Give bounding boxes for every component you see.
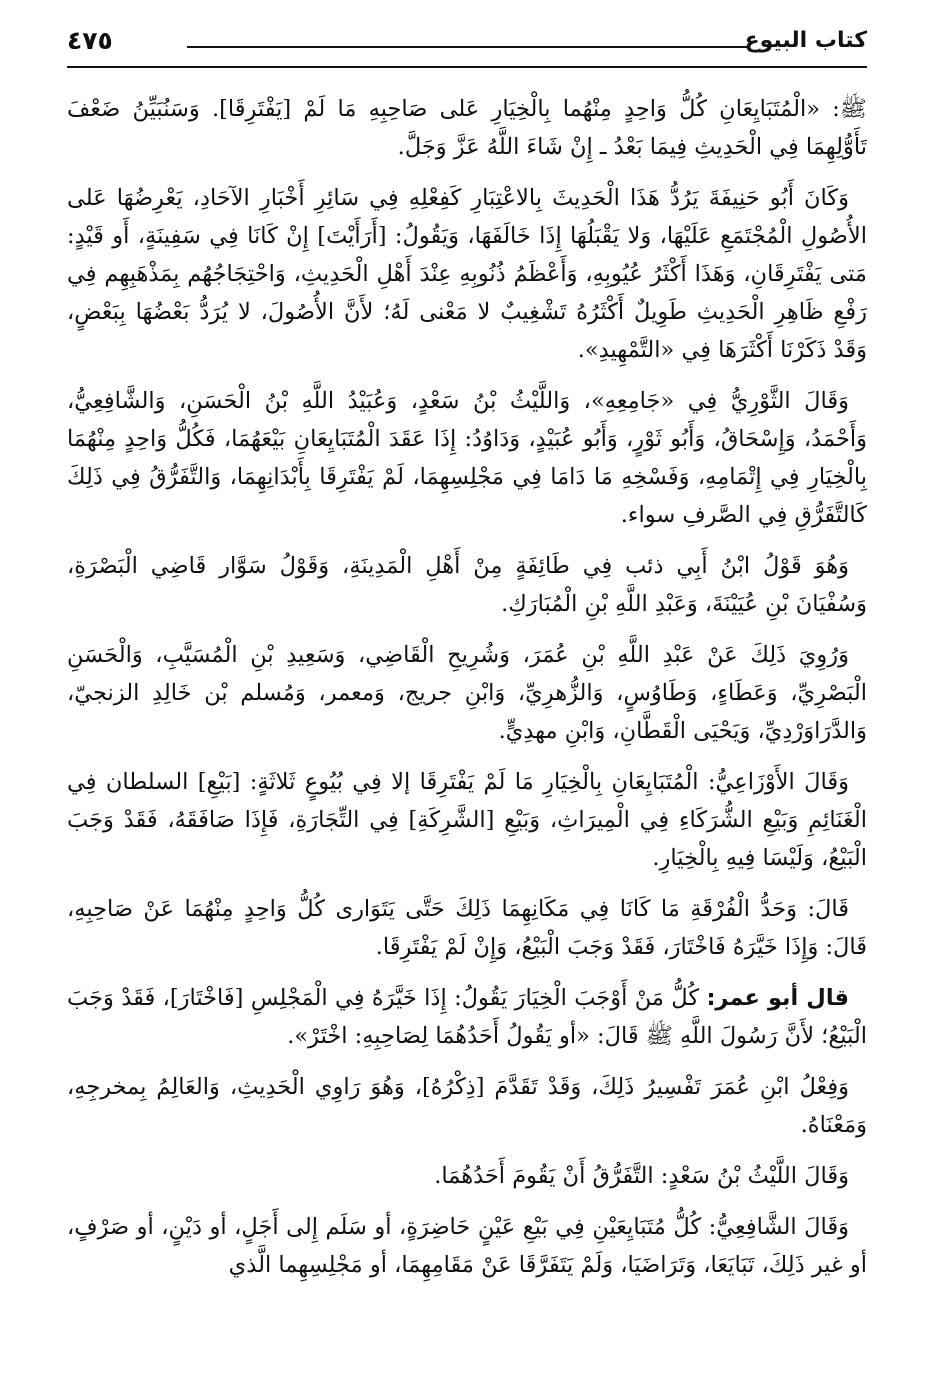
paragraph-text: كُلُّ مَنْ أَوْجَبَ الْخِيَارَ يَقُولُ: إِذَا خَيَّرَهُ فِي الْمَجْلِسِ [فَاخْتَارَ]، فَقَدْ وَجَبَ الْبَيْعُ؛ لأَنَّ رَسُولَ اللَّهِ ﷺ قَالَ: «أو يَقُولُ أَحَدُهُمَا لِصَاحِبِهِ: اخْتَرْ».: [67, 985, 867, 1049]
paragraph-text: ﷺ: «الْمُتَبَايِعَانِ كُلُّ وَاحِدٍ مِنْهُما بِالْخِيَارِ عَلى صَاحِبِهِ مَا لَمْ [يَفْتَرِقَا]. وَسَنُبَيِّنُ ضَعْفَ تَأَوُّلِهِمَا فِي الْحَدِيثِ فِيمَا بَعْدُ ـ إِنْ شَاءَ اللَّهُ عَزَّ وَجَلَّ.: [67, 96, 867, 160]
paragraph-6: [67, 763, 867, 877]
page-number: ٤٧٥: [67, 26, 113, 55]
header-rule: [187, 46, 749, 48]
paragraph-8: [67, 979, 867, 1055]
paragraph-3: [67, 382, 867, 534]
paragraph-5: [67, 636, 867, 750]
body-text: [67, 90, 867, 1284]
paragraph-lead: قال أبو عمر:: [706, 985, 849, 1011]
paragraph-4: [67, 547, 867, 623]
paragraph-7: [67, 890, 867, 966]
running-header: [67, 26, 867, 68]
paragraph-text: وَقَالَ الأَوْزَاعِيُّ: الْمُتَبَايِعَانِ بِالْخِيَارِ مَا لَمْ يَفْتَرِقَا إلا فِي بُيُوعٍ ثَلاثَةٍ: [بَيْعِ] السلطان فِي الْغَنَائِمِ وَبَيْعِ الشُّرَكَاءِ فِي الْمِيرَاثِ، وَبَيْعِ [الشَّرِكَةِ] فِي التِّجَارَةِ، فَإِذَا صَافَقَهُ، فَقَدْ وَجَبَ الْبَيْعُ، وَلَيْسَا فِيهِ بِالْخِيَارِ.: [67, 769, 867, 871]
book-title: كتاب البيوع: [744, 28, 867, 53]
paragraph-text: وَقَالَ الثَّوْرِيُّ فِي «جَامِعِهِ»، وَاللَّيْثُ بْنُ سَعْدٍ، وَعُبَيْدُ اللَّهِ بْنُ الْحَسَنِ، وَالشَّافِعِيُّ، وَأَحْمَدُ، وَإِسْحَاقُ، وَأَبُو ثَوْرٍ، وَأَبُو عُبَيْدٍ، وَدَاوُدُ: إِذَا عَقَدَ الْمُتَبَايِعَانِ بَيْعَهُمَا، فَكُلُّ وَاحِدٍ مِنْهُمَا بِالْخِيَارِ فِي إِتْمَامِهِ، وَفَسْخِهِ مَا دَامَا فِي مَجْلِسِهِمَا، لَمْ يَفْتَرِقَا بِأَبْدَانِهِمَا، وَالتَّفَرُّقُ فِي ذَلِكَ كَالتَّفَرُّقِ فِي الصَّرفِ سواء.: [67, 388, 867, 528]
paragraph-2: [67, 179, 867, 369]
paragraph-text: وَرُوِيَ ذَلِكَ عَنْ عَبْدِ اللَّهِ بْنِ عُمَرَ، وَشُرِيحِ الْقَاضِي، وَسَعِيدِ بْنِ الْمُسَيَّبِ، وَالْحَسَنِ الْبَصْرِيِّ، وَعَطَاءٍ، وَطَاوُسٍ، وَالزُّهرِيِّ، وَابْنِ جريج، وَمعمر، وَمُسلم بْن خَالِدِ الزنجيّ، وَالدَّرَاوَرْدِيِّ، وَيَحْيَى الْقَطَّانِ، وَابْنِ مهدِيٍّ.: [67, 642, 867, 744]
paragraph-text: وَكَانَ أَبُو حَنِيفَةَ يَرُدُّ هَذَا الْحَدِيثَ بِالاعْتِبَارِ كَفِعْلِهِ فِي سَائِرِ أَخْبَارِ الآحَادِ، يَعْرِضُهَا عَلى الأُصُولِ الْمُجْتَمَعِ عَلَيْهَا، وَلا يَقْبَلُهَا إِذَا خَالَفَهَا، وَيَقُولُ: [أَرَأَيْتَ] إِنْ كَانَا فِي سَفِينَةٍ، أَو قَيْدٍ: مَتى يَفْتَرِقَانِ، وَهَذَا أَكْثَرُ عُيُوبِهِ، وَأَعْظَمُ ذُنُوبِهِ عِنْدَ أَهْلِ الْحَدِيثِ، وَاحْتِجَاجُهُم بِمَذْهَبِهِم فِي رَفْعِ ظَاهِرِ الْحَدِيثِ طَوِيلٌ أَكْثَرُهُ تَشْغِيبٌ لا مَعْنى لَهُ؛ لأَنَّ الأُصُولَ، لا يُرَدُّ بَعْضُهَا بِبَعْضٍ، وَقَدْ ذَكَرْنَا أَكْثَرَهَا فِي «التَّمْهِيدِ».: [67, 185, 867, 363]
paragraph-text: وَقَالَ الشَّافِعِيُّ: كُلُّ مُتَبَايِعَيْنِ فِي بَيْعِ عَيْنٍ حَاضِرَةٍ، أو سَلَم إِلى أَجَلٍ، أو دَيْنٍ، أو صَرْفٍ، أو غير ذَلِكَ، تَبَايَعَا، وَتَرَاضَيَا، وَلَمْ يَتَفَرَّقَا عَنْ مَقَامِهِمَا، أو مَجْلِسِهِما الَّذي: [67, 1214, 867, 1278]
paragraph-1: [67, 90, 867, 166]
paragraph-text: وَقَالَ اللَّيْثُ بْنُ سَعْدٍ: التَّفَرُّقُ أَنْ يَقُومَ أَحَدُهُمَا.: [434, 1163, 849, 1189]
paragraph-11: [67, 1208, 867, 1284]
paragraph-text: وَفِعْلُ ابْنِ عُمَرَ تَفْسِيرُ ذَلِكَ، وَقَدْ تَقَدَّمَ [ذِكْرُهُ]، وَهُوَ رَاوِي الْحَدِيثِ، وَالعَالِمُ بِمخرجِهِ، وَمَعْنَاهُ.: [67, 1074, 867, 1138]
paragraph-9: [67, 1068, 867, 1144]
paragraph-text: وَهُوَ قَوْلُ ابْنُ أَبِي ذئب فِي طَائِفَةٍ مِنْ أَهْلِ الْمَدِينَةِ، وَقَوْلُ سَوَّار قَاضِي الْبَصْرَةِ، وَسُفْيَانَ بْنِ عُيَيْنَةَ، وَعَبْدِ اللَّهِ بْنِ الْمُبَارَكِ.: [67, 553, 867, 617]
paragraph-10: [67, 1157, 867, 1195]
paragraph-text: قَالَ: وَحَدُّ الْفُرْقَةِ مَا كَانَا فِي مَكَانِهِمَا ذَلِكَ حَتَّى يَتَوَارى كُلُّ وَاحِدٍ مِنْهُمَا عَنْ صَاحِبِهِ، قَالَ: وَإِذَا خَيَّرَهُ فَاخْتَارَ، فَقَدْ وَجَبَ الْبَيْعُ، وَإِنْ لَمْ يَفْتَرِقَا.: [67, 896, 867, 960]
